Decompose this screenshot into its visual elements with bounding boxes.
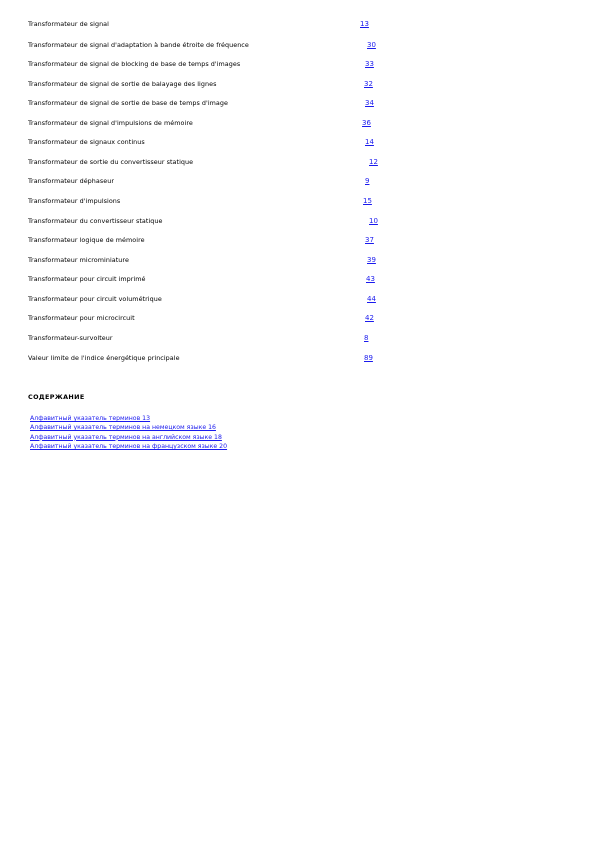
- index-term: Transformateur de sortie du convertisseur statique: [28, 158, 194, 166]
- index-entry: [0, 59, 595, 71]
- index-page-link[interactable]: 10: [369, 217, 378, 225]
- index-entry: [0, 98, 595, 110]
- index-term: Transformateur-survolteur: [28, 334, 113, 342]
- index-page-link[interactable]: 44: [367, 295, 376, 303]
- index-term: Transformateur pour circuit imprimé: [28, 275, 146, 283]
- contents-link[interactable]: Алфавитный указатель терминов на английском языке 18: [30, 433, 222, 441]
- index-entry: [0, 274, 595, 286]
- index-entry: [0, 294, 595, 306]
- index-page-link[interactable]: 14: [365, 138, 374, 146]
- index-term: Transformateur de signal: [28, 20, 109, 28]
- index-page-link[interactable]: 42: [365, 314, 374, 322]
- index-entry: [0, 137, 595, 149]
- index-term: Transformateur de signaux continus: [28, 138, 145, 146]
- index-page-link[interactable]: 32: [364, 80, 373, 88]
- index-term: Transformateur de signal de sortie de base de temps d'image: [28, 99, 228, 107]
- contents-list: [30, 414, 227, 451]
- index-term: Transformateur du convertisseur statique: [28, 217, 163, 225]
- index-page-link[interactable]: 13: [360, 20, 369, 28]
- index-term: Transformateur logique de mémoire: [28, 236, 145, 244]
- index-page-link[interactable]: 43: [366, 275, 375, 283]
- index-entry: [0, 157, 595, 169]
- index-entry: [0, 19, 595, 31]
- index-entry: [0, 216, 595, 228]
- index-page-link[interactable]: 8: [364, 334, 369, 342]
- index-term: Transformateur de signal d'impulsions de mémoire: [28, 119, 193, 127]
- index-page-link[interactable]: 15: [363, 197, 372, 205]
- index-page-link[interactable]: 34: [365, 99, 374, 107]
- index-entry: [0, 176, 595, 188]
- index-page-link[interactable]: 37: [365, 236, 374, 244]
- index-entry: [0, 333, 595, 345]
- index-entry: [0, 118, 595, 130]
- index-term: Transformateur pour microcircuit: [28, 314, 135, 322]
- index-entry: [0, 313, 595, 325]
- index-page-link[interactable]: 33: [365, 60, 374, 68]
- index-entry: [0, 235, 595, 247]
- index-page-link[interactable]: 36: [362, 119, 371, 127]
- index-page-link[interactable]: 12: [369, 158, 378, 166]
- contents-link[interactable]: Алфавитный указатель терминов 13: [30, 415, 151, 422]
- contents-link[interactable]: Алфавитный указатель терминов на немецком языке 16: [30, 424, 216, 432]
- index-page-link[interactable]: 89: [364, 354, 373, 362]
- index-entry: [0, 196, 595, 208]
- index-entry: [0, 353, 595, 365]
- index-term: Transformateur de signal de blocking de base de temps d'images: [28, 60, 241, 68]
- index-term: Transformateur microminiature: [28, 256, 129, 264]
- index-entry: [0, 79, 595, 91]
- contents-heading: СОДЕРЖАНИЕ: [28, 393, 85, 401]
- index-page-link[interactable]: 39: [367, 256, 376, 264]
- index-page-link[interactable]: 30: [367, 41, 376, 49]
- index-page-link[interactable]: 9: [365, 177, 370, 185]
- index-term: Transformateur de signal de sortie de balayage des lignes: [28, 80, 217, 88]
- index-term: Transformateur déphaseur: [28, 177, 114, 185]
- index-entry: [0, 255, 595, 267]
- index-term: Transformateur d'impulsions: [28, 197, 121, 205]
- index-entry: [0, 40, 595, 52]
- contents-link[interactable]: Алфавитный указатель терминов на французском языке 20: [30, 442, 228, 450]
- index-term: Transformateur pour circuit volumétrique: [28, 295, 162, 303]
- index-term: Valeur limite de l'indice énergétique principale: [28, 354, 180, 362]
- index-term: Transformateur de signal d'adaptation à bande étroite de fréquence: [28, 41, 249, 49]
